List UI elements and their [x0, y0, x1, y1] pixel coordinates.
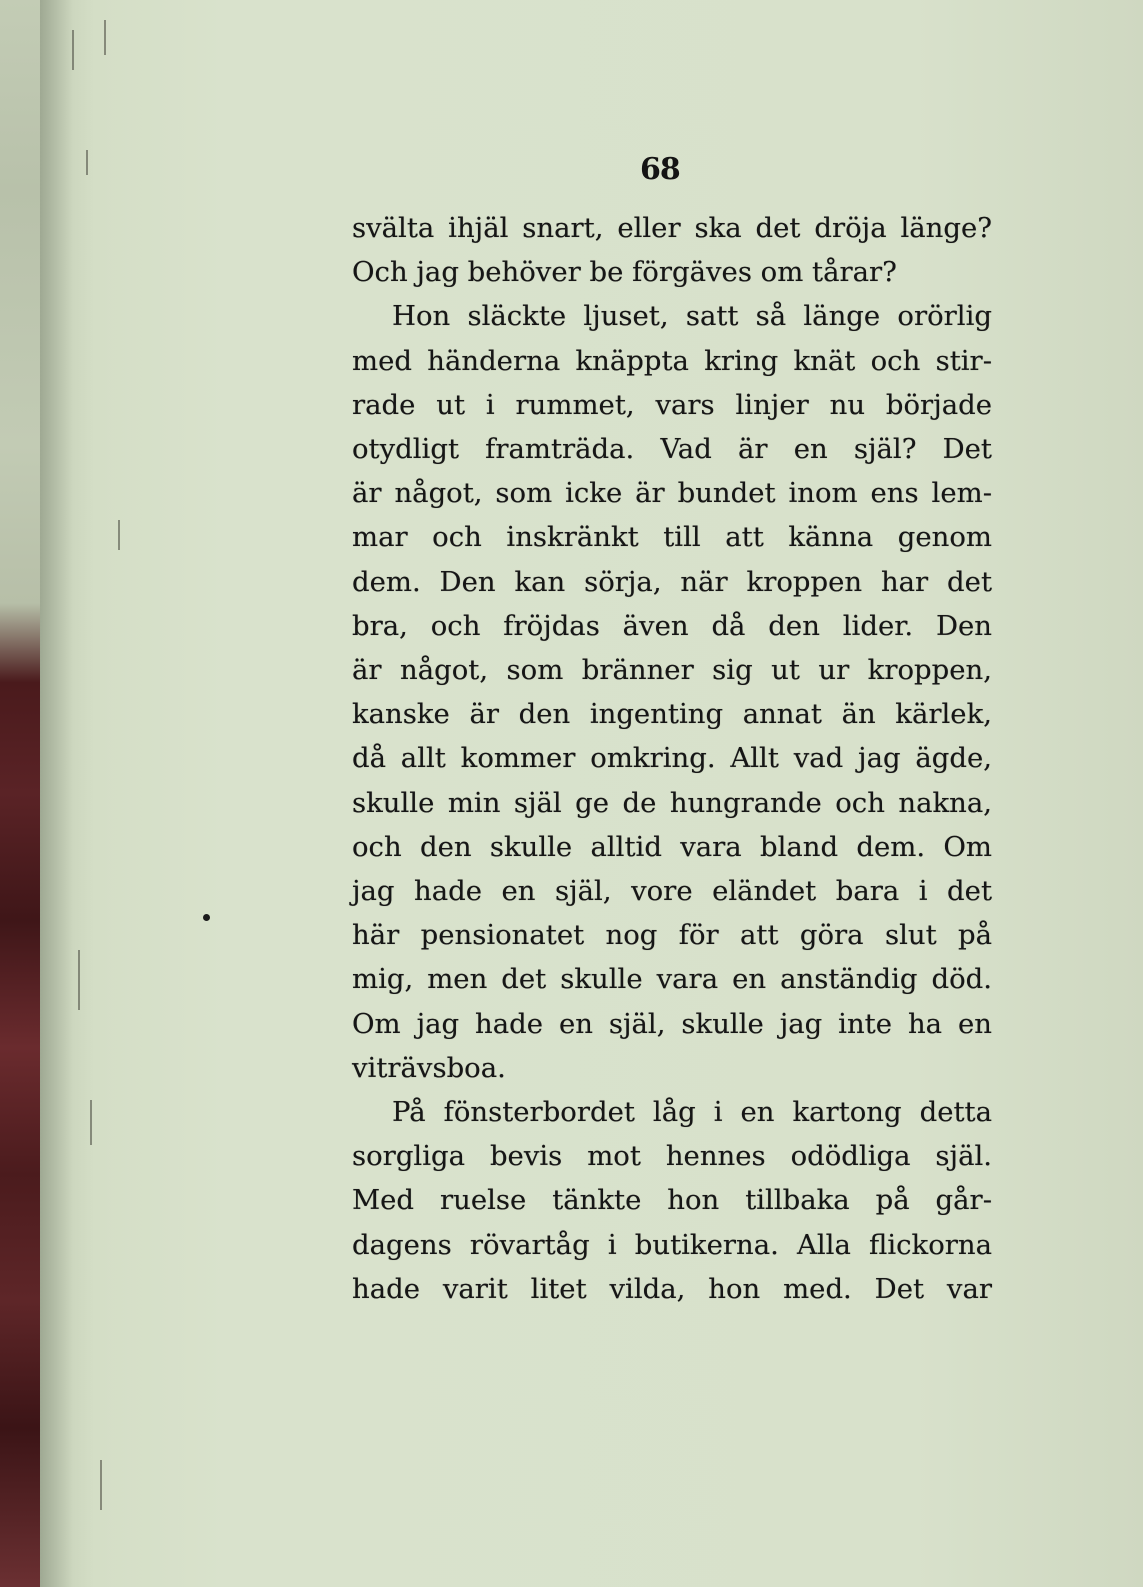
- text-line: bra, och fröjdas även då den lider. Den: [352, 609, 992, 642]
- text-line: kanske är den ingenting annat än kärlek,: [352, 698, 992, 731]
- text-line: rade ut i rummet, vars linjer nu började: [352, 388, 992, 421]
- text-line: är något, som bränner sig ut ur kroppen,: [352, 654, 992, 687]
- paper-fibre-mark: [72, 30, 74, 70]
- text-line: och den skulle alltid vara bland dem. Om: [352, 830, 992, 863]
- text-line: Med ruelse tänkte hon tillbaka på går-: [352, 1184, 992, 1217]
- text-line: är något, som icke är bundet inom ens lem-: [352, 477, 992, 510]
- text-line: Hon släckte ljuset, satt så länge orörlig: [392, 300, 992, 333]
- paper-fibre-mark: [90, 1100, 92, 1145]
- gutter-shadow: [40, 0, 95, 1587]
- text-line: Om jag hade en själ, skulle jag inte ha en: [352, 1007, 992, 1040]
- text-line: Och jag behöver be förgäves om tårar?: [352, 256, 897, 289]
- text-line: med händerna knäppta kring knät och stir-: [352, 344, 992, 377]
- text-line: skulle min själ ge de hungrande och nakna,: [352, 786, 992, 819]
- text-line: då allt kommer omkring. Allt vad jag ägde,: [352, 742, 992, 775]
- text-line: svälta ihjäl snart, eller ska det dröja länge?: [352, 212, 992, 244]
- text-line: jag hade en själ, vore eländet bara i det: [352, 875, 992, 908]
- text-line: dem. Den kan sörja, när kroppen har det: [352, 565, 992, 598]
- text-line: mig, men det skulle vara en anständig död.: [352, 963, 992, 996]
- text-line: mar och inskränkt till att känna genom: [352, 521, 992, 554]
- body-text: [352, 206, 992, 1311]
- text-line: På fönsterbordet låg i en kartong detta: [392, 1096, 992, 1129]
- page-number: 68: [640, 152, 680, 187]
- text-line: dagens rövartåg i butikerna. Alla flickorna: [352, 1228, 992, 1261]
- text-line: hade varit litet vilda, hon med. Det var: [352, 1272, 992, 1305]
- ink-speck: [203, 914, 210, 921]
- text-line: viträvsboa.: [352, 1051, 506, 1084]
- paper-fibre-mark: [118, 520, 120, 550]
- paper-fibre-mark: [104, 20, 106, 55]
- paper-fibre-mark: [86, 150, 88, 175]
- paper-fibre-mark: [100, 1460, 102, 1510]
- text-line: otydligt framträda. Vad är en själ? Det: [352, 433, 992, 466]
- text-line: sorgliga bevis mot hennes odödliga själ.: [352, 1140, 992, 1173]
- text-line: här pensionatet nog för att göra slut på: [352, 919, 992, 952]
- paper-fibre-mark: [78, 950, 80, 1010]
- book-binding-edge: [0, 0, 40, 1587]
